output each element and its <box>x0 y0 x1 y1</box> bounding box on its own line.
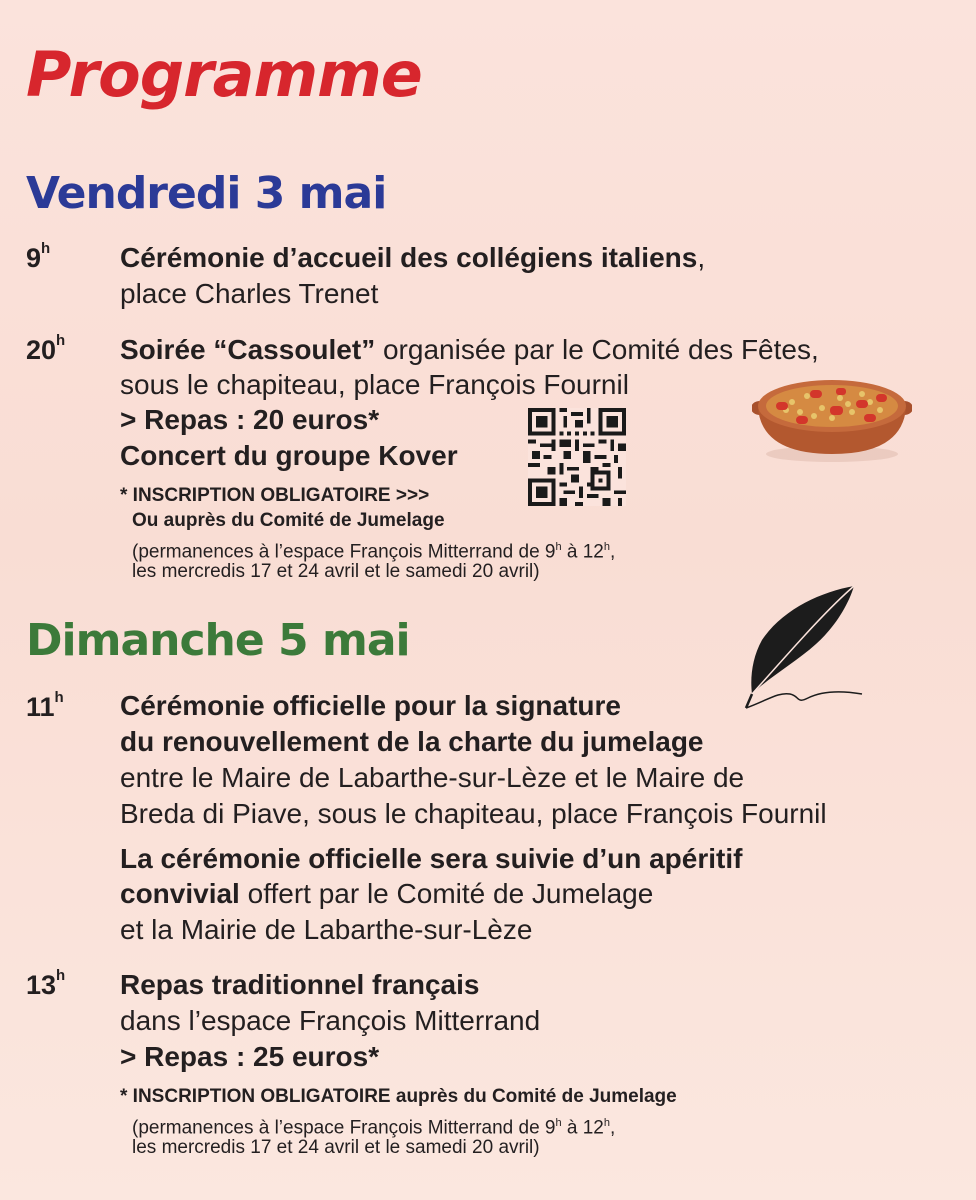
cassoulet-dish-icon <box>752 368 912 464</box>
permanence-note-friday: (permanences à l’espace François Mitterrand de 9$^h$ à 12$^h$, <box>132 541 616 563</box>
event-title-sunday-2: Repas traditionnel français <box>120 969 480 1000</box>
event-time-friday-1: 9$^h$ <box>26 240 51 273</box>
event-place-friday-2: sous le chapiteau, place François Fournil <box>120 369 629 400</box>
event-concert-friday-2: Concert du groupe Kover <box>120 440 458 471</box>
permanence-dates-sunday: les mercredis 17 et 24 avril et le samedi 20 avril) <box>132 1137 540 1158</box>
apero-line-3: et la Mairie de Labarthe-sur-Lèze <box>120 914 533 945</box>
qr-code-icon[interactable] <box>528 408 626 506</box>
event-time-sunday-1: 11$^h$ <box>26 689 64 722</box>
event-price-sunday-2: > Repas : 25 euros* <box>120 1041 380 1072</box>
page-title: Programme <box>26 38 422 111</box>
event-time-sunday-2: 13$^h$ <box>26 967 66 1000</box>
inscription-alt-friday: Ou auprès du Comité de Jumelage <box>132 510 445 531</box>
event-title-friday-2: Soirée “Cassoulet” organisée par le Comité des Fêtes, <box>120 334 819 365</box>
event-place-friday-1: place Charles Trenet <box>120 278 379 309</box>
event-title-sunday-1b: du renouvellement de la charte du jumelage <box>120 726 704 757</box>
day-heading-sunday: Dimanche 5 mai <box>26 615 410 666</box>
permanence-note-sunday: (permanences à l’espace François Mitterrand de 9$^h$ à 12$^h$, <box>132 1117 616 1139</box>
inscription-note-sunday: * INSCRIPTION OBLIGATOIRE auprès du Comité de Jumelage <box>120 1086 677 1107</box>
event-time-friday-2: 20$^h$ <box>26 332 66 365</box>
event-place-sunday-2: dans l’espace François Mitterrand <box>120 1005 541 1036</box>
inscription-note-friday: * INSCRIPTION OBLIGATOIRE >>> <box>120 485 430 506</box>
day-heading-friday: Vendredi 3 mai <box>26 168 387 219</box>
apero-line-1: La cérémonie officielle sera suivie d’un apéritif <box>120 843 743 874</box>
event-price-friday-2: > Repas : 20 euros* <box>120 404 380 435</box>
event-body-sunday-1b: Breda di Piave, sous le chapiteau, place François Fournil <box>120 798 827 829</box>
event-title-sunday-1a: Cérémonie officielle pour la signature <box>120 690 622 721</box>
permanence-dates-friday: les mercredis 17 et 24 avril et le samedi 20 avril) <box>132 561 540 582</box>
apero-line-2: convivial offert par le Comité de Jumelage <box>120 878 654 909</box>
quill-pen-icon <box>738 582 868 710</box>
event-title-friday-1: Cérémonie d’accueil des collégiens italiens, <box>120 242 706 273</box>
event-body-sunday-1a: entre le Maire de Labarthe-sur-Lèze et le Maire de <box>120 762 745 793</box>
